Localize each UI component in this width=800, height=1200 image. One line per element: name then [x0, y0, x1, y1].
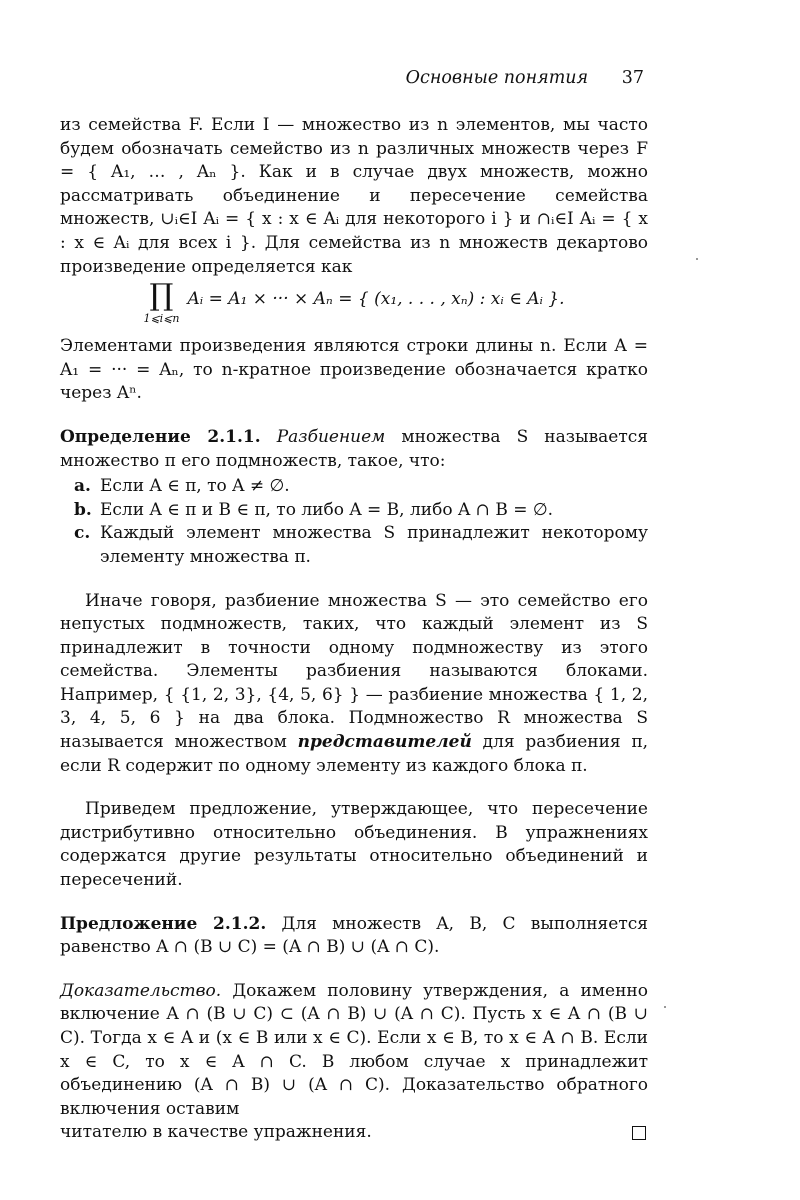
representatives-term: представителей — [297, 732, 472, 753]
list-item — [60, 475, 648, 499]
proposition-block — [60, 913, 648, 960]
product-operator — [143, 278, 180, 326]
paragraph-tuples: Элементами произведения являются строки длины n. Если A = A₁ = ··· = Aₙ, то n-кратное произведение обозначается кратко через Aⁿ. — [60, 336, 648, 404]
item-marker: a. — [74, 476, 91, 497]
definition-label: Определение 2.1.1. — [60, 426, 261, 447]
proof-block — [60, 980, 648, 1122]
proposition-text: Для множеств A, B, C выполняется равенство A ∩ (B ∪ C) = (A ∩ B) ∪ (A ∩ C). — [60, 913, 648, 958]
qed-square-icon — [632, 1126, 646, 1140]
definition-conditions — [60, 475, 648, 569]
cartesian-product-formula — [60, 278, 648, 326]
item-text: Если A ∈ π и B ∈ π, то либо A = B, либо A ∩ B = ∅. — [100, 499, 554, 520]
product-subscript: 1⩽i⩽n — [143, 312, 180, 326]
item-text: Если A ∈ π, то A ≠ ∅. — [100, 476, 290, 497]
item-marker: c. — [74, 523, 91, 544]
scan-dust-mark — [664, 1006, 666, 1008]
list-item — [60, 499, 648, 523]
partition-text-start: Иначе говоря, разбиение множества S — это семейство его непустых подмножеств, таких, что каждый элемент из S принадлежит в точности одному подмножеству из этого семейства. Элементы разбиения называются блоками. Например, { {1, 2, 3}, {4, 5, 6} } — разбиение множества { 1, 2, 3, 4, 5, 6 } на два блока. Подмножество R множества S называется множеством — [60, 590, 648, 753]
proof-label: Доказательство. — [60, 980, 222, 1001]
proof-last-line — [60, 1121, 648, 1145]
page-body — [60, 114, 648, 1145]
partition-text-end: для разбиения π, если R содержит по одному элементу из каждого блока π. — [60, 732, 648, 776]
item-marker: b. — [74, 499, 92, 520]
definition-block — [60, 426, 648, 473]
proof-text: Докажем половину утверждения, а именно включение A ∩ (B ∪ C) ⊂ (A ∩ B) ∪ (A ∩ C). Пусть x ∈ A ∩ (B ∪ C). Тогда x ∈ A и (x ∈ B или x ∈ C). Если x ∈ B, то x ∈ A ∩ B. Если x ∈ C, то x ∈ A ∩ C. В любом случае x принадлежит объединению (A ∩ B) ∪ (A ∩ C). Доказательство обратного включения оставим — [60, 980, 648, 1119]
running-header — [60, 68, 644, 88]
header-title: Основные понятия — [405, 68, 589, 88]
product-symbol: ∏ — [149, 278, 174, 314]
definition-text: множества S называется множество π его подмножеств, такое, что: — [60, 426, 648, 471]
list-item — [60, 522, 648, 569]
formula-expression: Aᵢ = A₁ × ··· × Aₙ = { (x₁, . . . , xₙ) : xᵢ ∈ Aᵢ }. — [187, 289, 565, 310]
paragraph-distributivity: Приведем предложение, утверждающее, что пересечение дистрибутивно относительно объединения. В упражнениях содержатся другие результаты относительно объединений и пересечений. — [60, 799, 648, 891]
page-number: 37 — [621, 68, 644, 88]
scan-dust-mark — [696, 258, 698, 260]
paragraph-families: из семейства F. Если I — множество из n элементов, мы часто будем обозначать семейство из n различных множеств через F = { A₁, … , Aₙ }. Как и в случае двух множеств, можно рассматривать объединение и пересечение семейства множеств, ∪ᵢ∈I Aᵢ = { x : x ∈ Aᵢ для некоторого i } и ∩ᵢ∈I Aᵢ = { x : x ∈ Aᵢ для всех i }. Для семейства из n множеств декартово произведение определяется как — [60, 115, 648, 277]
paragraph-partition — [60, 590, 648, 779]
definition-term: Разбиением — [276, 426, 386, 447]
proposition-label: Предложение 2.1.2. — [60, 913, 267, 934]
proof-closing-text: читателю в качестве упражнения. — [60, 1122, 372, 1143]
item-text: Каждый элемент множества S принадлежит некоторому элементу множества π. — [100, 523, 648, 567]
